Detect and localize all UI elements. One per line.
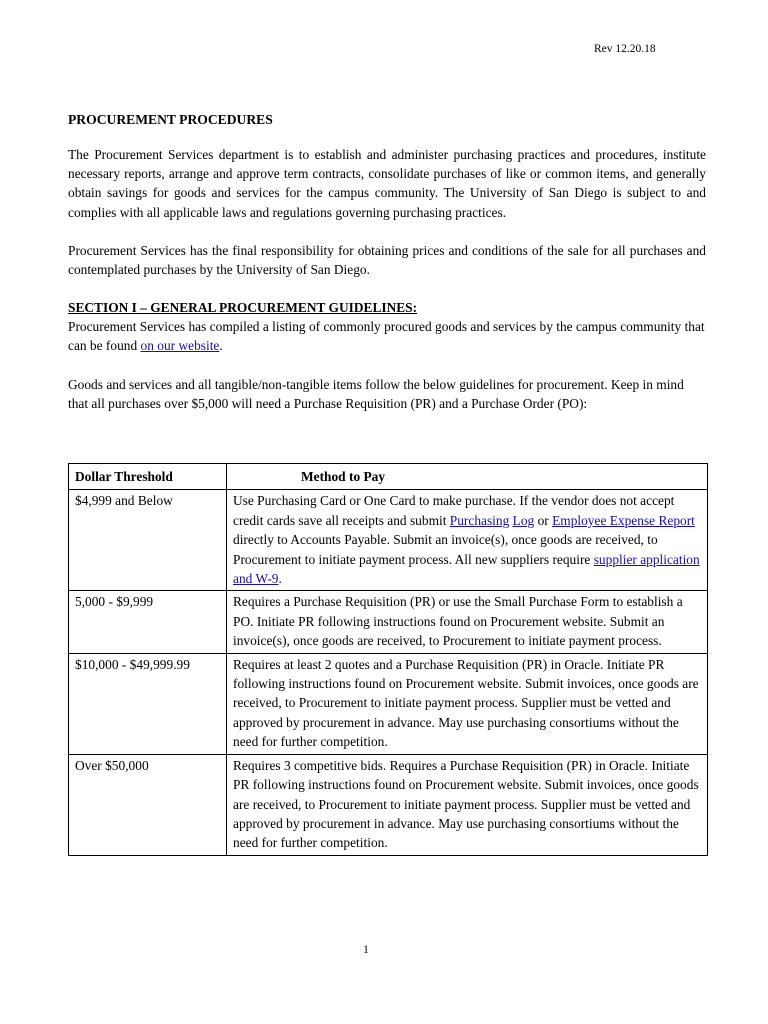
method-cell: Requires at least 2 quotes and a Purchase Requisition (PR) in Oracle. Initiate PR following instructions found on Procurement website. Submit invoices, once goods are received, to Procurement to initiate payment process. Supplier must be vetted and approved by procurement in advance. May use purchasing consortiums without the need for further competition. (227, 653, 708, 754)
method-cell: Requires a Purchase Requisition (PR) or use the Small Purchase Form to establish a PO. Initiate PR following instructions found on Procurement website. Submit an invoice(s), once goods are received, to Procurement to initiate payment process. (227, 591, 708, 653)
method-text-end: . (278, 571, 282, 587)
responsibility-paragraph: Procurement Services has the final responsibility for obtaining prices and conditions of the sale for all purchases and contemplated purchases by the University of San Diego. (68, 242, 706, 278)
purchasing-link-text: Purchasing (449, 512, 510, 528)
header-dollar-threshold: Dollar Threshold (69, 464, 227, 490)
listing-text-after: . (219, 338, 223, 354)
threshold-cell: 5,000 - $9,999 (69, 591, 227, 653)
table-row (69, 754, 708, 855)
paragraph-spacer (68, 279, 706, 298)
employee-expense-report-link[interactable]: Employee Expense Report (552, 512, 695, 528)
intro-paragraph: The Procurement Services department is to establish and administer purchasing practices and procedures, institute necessary reports, arrange and approve term contracts, consolidate purchases of like or common items, and generally obtain savings for goods and services for the campus community. The University of San Diego is subject to and complies with all applicable laws and regulations governing purchasing practices. (68, 147, 706, 220)
website-link[interactable]: on our website (140, 338, 220, 354)
table-header-row (69, 464, 708, 490)
section-1-heading: SECTION I – GENERAL PROCUREMENT GUIDELINES: (68, 300, 418, 316)
listing-paragraph (68, 317, 706, 355)
document-title: PROCUREMENT PROCEDURES (68, 112, 273, 127)
page-number: 1 (363, 944, 369, 956)
threshold-cell: $4,999 and Below (69, 490, 227, 591)
purchasing-log-link[interactable] (450, 513, 510, 528)
paragraph-spacer (68, 356, 706, 375)
document-body (68, 110, 706, 413)
revision-label: Rev 12.20.18 (594, 43, 656, 55)
purchasing-log-link-log[interactable]: Log (512, 512, 535, 528)
method-text: directly to Accounts Payable. Submit an invoice(s), once goods are received, to Procurement to initiate payment process. All new suppliers require (233, 532, 658, 567)
table-row (69, 653, 708, 754)
header-method-to-pay: Method to Pay (227, 464, 708, 490)
method-text-or: or (534, 512, 553, 528)
table-row (69, 490, 708, 591)
threshold-cell: $10,000 - $49,999.99 (69, 653, 227, 754)
procurement-threshold-table (68, 463, 708, 856)
listing-text-before: Procurement Services has compiled a listing of commonly procured goods and services by the campus community that can be found (68, 319, 705, 354)
method-text: Use Purchasing Card or One Card to make purchase. If the vendor does not accept credit cards save all receipts and submit (233, 493, 675, 528)
paragraph-spacer (68, 222, 706, 241)
method-cell: Requires 3 competitive bids. Requires a Purchase Requisition (PR) in Oracle. Initiate PR following instructions found on Procurement website. Submit invoices, once goods are received, to Procurement to initiate payment process. Supplier must be vetted and approved by procurement in advance. May use purchasing consortiums without the need for further competition. (227, 754, 708, 855)
guidelines-paragraph: Goods and services and all tangible/non-tangible items follow the below guidelines for procurement. Keep in mind that all purchases over $5,000 will need a Purchase Requisition (PR) and a Purchase Order (PO): (68, 376, 684, 411)
table-row (69, 591, 708, 653)
threshold-cell: Over $50,000 (69, 754, 227, 855)
method-cell (227, 490, 708, 591)
supplier-application-link[interactable]: supplier application and W-9 (233, 551, 700, 587)
